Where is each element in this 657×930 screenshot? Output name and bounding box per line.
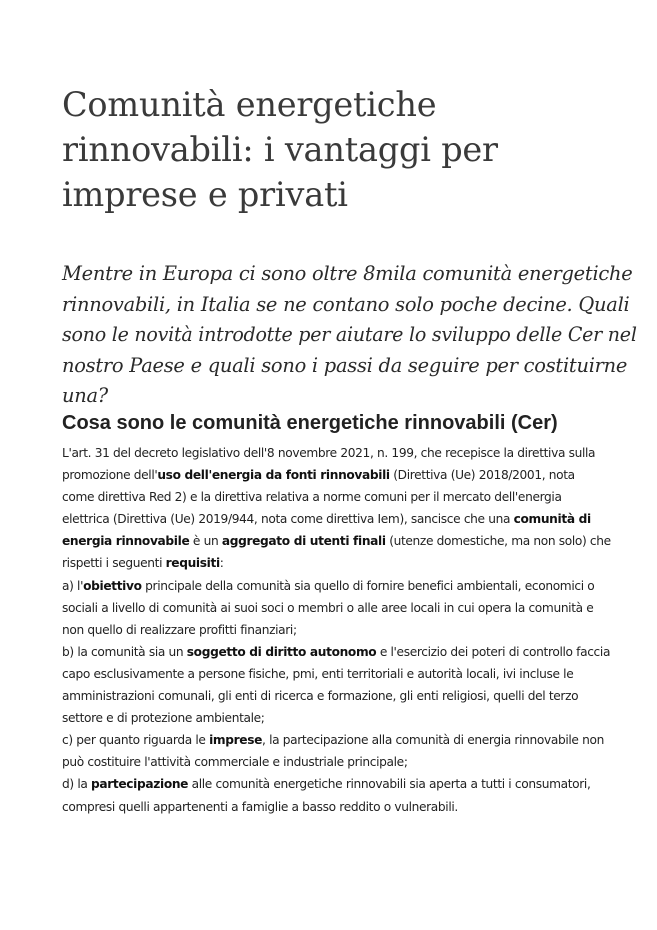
text-line [62, 508, 602, 530]
bold-term: obiettivo [83, 578, 142, 593]
text-line [62, 597, 602, 619]
lead-line: nostro Paese e quali sono i passi da seguire per costituirne [62, 353, 628, 377]
text-run: a) l' [62, 578, 84, 593]
text-line [62, 442, 602, 464]
section-heading: Cosa sono le comunità energetiche rinnovabili (Cer) [62, 412, 558, 434]
text-run: compresi quelli appartenenti a famiglie a basso reddito o vulnerabili. [62, 799, 458, 814]
text-run: come direttiva Red 2) e la direttiva relativa a norme comuni per il mercato dell'energia [62, 490, 562, 505]
text-run: può costituire l'attività commerciale e industriale principale; [62, 755, 408, 770]
text-run: promozione dell' [62, 468, 158, 483]
text-line [62, 575, 602, 597]
text-line [62, 751, 602, 773]
text-run: e l'esercizio dei poteri di controllo faccia [376, 644, 611, 659]
text-run: sociali a livello di comunità ai suoi soci o membri o alle aree locali in cui opera la comunità e [62, 600, 594, 615]
text-line [62, 619, 602, 641]
lead-line: sono le novità introdotte per aiutare lo sviluppo delle Cer nel [62, 323, 637, 346]
text-run: è un [189, 534, 222, 549]
text-run: (Direttiva (Ue) 2018/2001, nota [389, 468, 575, 483]
text-run: settore e di protezione ambientale; [62, 711, 265, 726]
article-body [62, 442, 611, 818]
text-line [62, 773, 602, 795]
text-line [62, 729, 602, 751]
article-lead [62, 259, 637, 412]
text-line [62, 663, 602, 685]
requirement-item-c [62, 729, 602, 773]
text-run: , la partecipazione alla comunità di energia rinnovabile non [262, 733, 604, 748]
text-run: d) la [62, 777, 91, 792]
bold-term: energia rinnovabile [62, 534, 190, 549]
intro-paragraph [62, 442, 611, 575]
text-run: c) per quanto riguarda le [62, 733, 210, 748]
requirement-item-d [62, 773, 602, 817]
text-run: L'art. 31 del decreto legislativo dell'8 novembre 2021, n. 199, che recepisce la direttiva sulla [62, 446, 596, 460]
article-title [62, 82, 622, 217]
text-run: b) la comunità sia un [62, 644, 187, 659]
text-run: : [219, 556, 224, 571]
text-run: alle comunità energetiche rinnovabili sia aperta a tutti i consumatori, [188, 777, 591, 792]
text-run: amministrazioni comunali, gli enti di ricerca e formazione, gli enti religiosi, quelli del terzo [62, 689, 579, 704]
bold-term: partecipazione [91, 777, 189, 792]
text-run: principale della comunità sia quello di fornire benefici ambientali, economici o [141, 578, 595, 593]
text-run: elettrica (Direttiva (Ue) 2019/944, nota come direttiva Iem), sancisce che una [62, 512, 514, 527]
requirement-item-a [62, 575, 602, 641]
requirement-item-b [62, 641, 611, 729]
text-line [62, 641, 611, 663]
text-line [62, 552, 602, 574]
text-run: non quello di realizzare profitti finanziari; [62, 622, 297, 637]
text-line [62, 464, 602, 486]
text-run: rispetti i seguenti [62, 556, 166, 571]
bold-term: soggetto di diritto autonomo [186, 644, 377, 659]
text-line [62, 530, 611, 552]
lead-line: Mentre in Europa ci sono oltre 8mila comunità energetiche [62, 262, 633, 285]
text-run: (utenze domestiche, ma non solo) che [385, 534, 611, 549]
text-line [62, 707, 602, 729]
bold-term: aggregato di utenti finali [221, 534, 386, 549]
bold-term: imprese [209, 733, 263, 748]
text-run: capo esclusivamente a persone fisiche, pmi, enti territoriali e autorità locali, ivi incluse le [62, 666, 574, 681]
lead-line: rinnovabili, in Italia se ne contano solo poche decine. Quali [62, 292, 630, 316]
bold-term: comunità di [513, 512, 591, 527]
text-line [62, 796, 602, 818]
title-line: rinnovabili: i vantaggi per [62, 130, 498, 169]
lead-line: una? [62, 384, 108, 407]
text-line [62, 486, 602, 508]
title-line: imprese e privati [62, 175, 348, 214]
bold-term: requisiti [165, 556, 220, 571]
text-line [62, 685, 602, 707]
title-line: Comunità energetiche [62, 85, 437, 124]
bold-term: uso dell'energia da fonti rinnovabili [157, 468, 390, 483]
